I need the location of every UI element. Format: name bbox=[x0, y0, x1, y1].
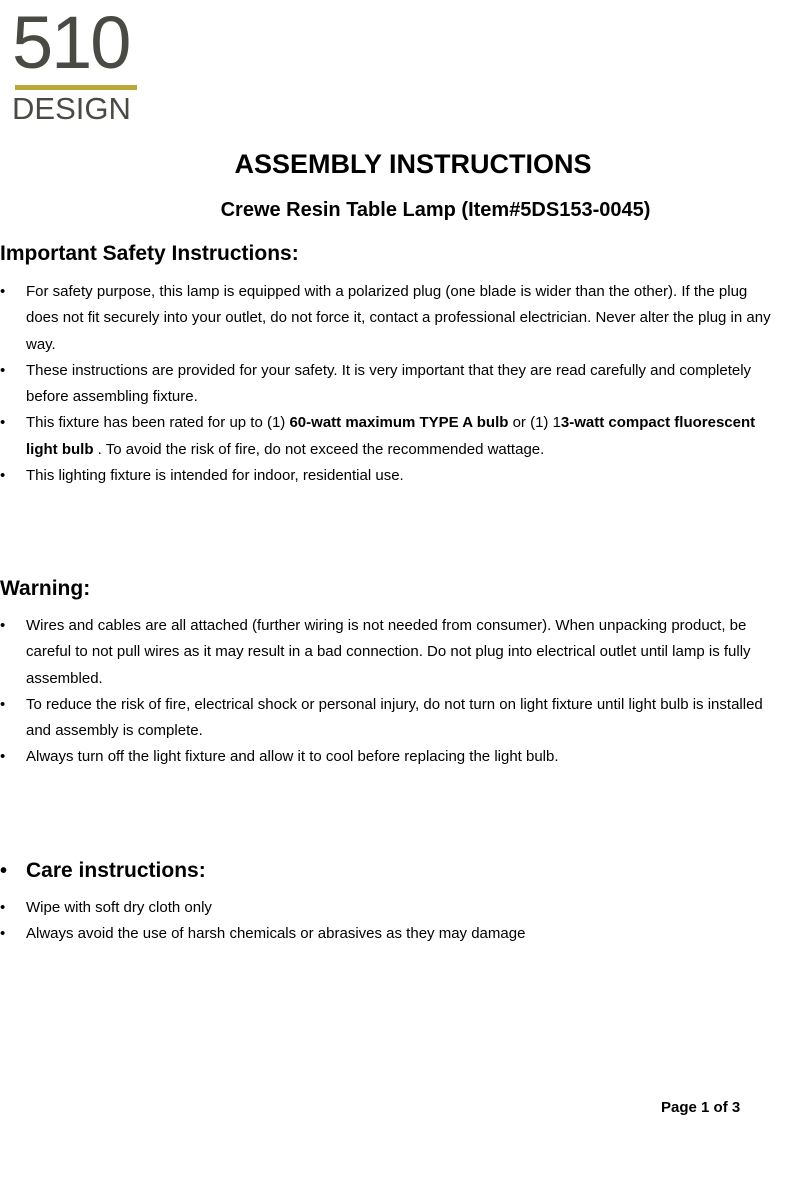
safety-list bbox=[0, 279, 775, 489]
list-item: • Wires and cables are all attached (further wiring is not needed from consumer). When unpacking product, be careful to not pull wires as it may result in a bad connection. Do not plug into electrical outlet until lamp is fully assembled. bbox=[0, 613, 775, 692]
care-heading: • Care instructions: bbox=[0, 857, 206, 885]
care-list bbox=[0, 895, 775, 948]
item-text: or (1) 1 bbox=[508, 414, 561, 432]
product-subtitle: Crewe Resin Table Lamp (Item#5DS153-0045) bbox=[220, 199, 651, 221]
document-title: ASSEMBLY INSTRUCTIONS bbox=[234, 149, 592, 179]
warning-heading: Warning: bbox=[0, 577, 91, 600]
list-item: • Always avoid the use of harsh chemicals or abrasives as they may damage bbox=[0, 921, 775, 947]
list-item: • Wipe with soft dry cloth only bbox=[0, 895, 775, 921]
page-number: Page 1 of 3 bbox=[661, 1099, 741, 1116]
brand-logo bbox=[12, 1, 138, 126]
logo-wordmark: DESIGN bbox=[12, 91, 131, 126]
list-item bbox=[0, 410, 775, 463]
list-item: • For safety purpose, this lamp is equipped with a polarized plug (one blade is wider than the other). If the plug does not fit securely into your outlet, do not force it, contact a professional electrician. Never alter the plug in any way. bbox=[0, 279, 775, 358]
list-item: • This lighting fixture is intended for indoor, residential use. bbox=[0, 463, 775, 489]
cfl-rating-bold: 3-watt compact fluorescent light bulb bbox=[26, 414, 756, 458]
logo-divider bbox=[15, 85, 137, 90]
item-text: . To avoid the risk of fire, do not exceed the recommended wattage. bbox=[93, 440, 545, 458]
item-text: This fixture has been rated for up to (1) bbox=[26, 414, 290, 432]
list-item: • Always turn off the light fixture and allow it to cool before replacing the light bulb. bbox=[0, 744, 775, 770]
safety-heading: Important Safety Instructions: bbox=[0, 242, 299, 265]
list-item: • These instructions are provided for your safety. It is very important that they are read carefully and completely before assembling fixture. bbox=[0, 358, 775, 411]
list-item: • To reduce the risk of fire, electrical shock or personal injury, do not turn on light fixture until light bulb is installed and assembly is complete. bbox=[0, 692, 775, 745]
warning-list bbox=[0, 613, 775, 771]
logo-number: 510 bbox=[12, 1, 130, 84]
bulb-rating-bold: 60-watt maximum TYPE A bulb bbox=[289, 414, 509, 432]
